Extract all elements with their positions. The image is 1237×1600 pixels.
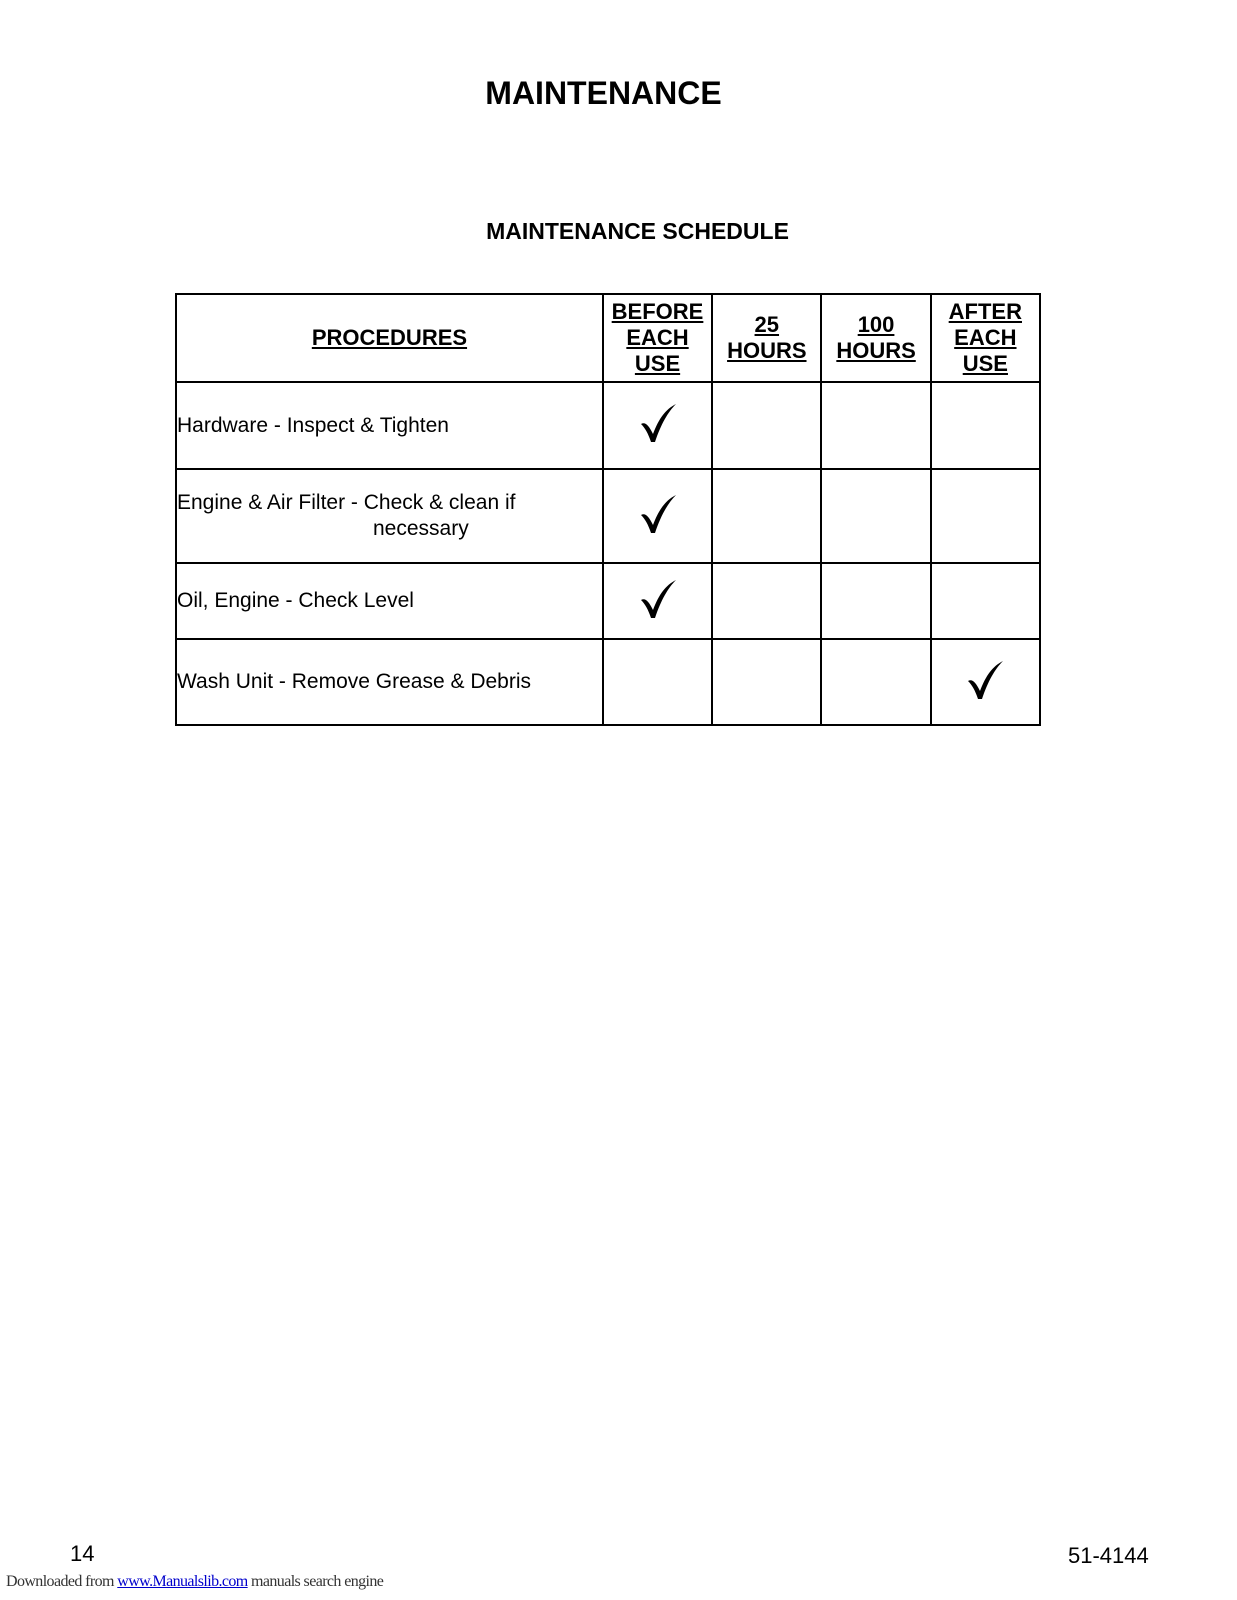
manualslib-link[interactable]: www.Manualslib.com	[117, 1573, 248, 1590]
schedule-title	[0, 218, 1237, 245]
before-each-use-cell	[603, 563, 712, 639]
hours-100-cell	[821, 382, 930, 469]
before-each-use-cell	[603, 382, 712, 469]
schedule-title-text: MAINTENANCE SCHEDULE	[486, 218, 789, 244]
hours-25-cell	[712, 382, 821, 469]
page-title-text: MAINTENANCE	[485, 75, 722, 111]
header-25-hours: 25 HOURS	[712, 294, 821, 382]
hours-25-cell	[712, 563, 821, 639]
header-procedures: PROCEDURES	[176, 294, 603, 382]
footer-suffix: manuals search engine	[247, 1573, 384, 1590]
hours-25-cell	[712, 469, 821, 563]
maintenance-schedule-table	[175, 293, 1041, 726]
table-row	[176, 639, 1040, 725]
page-title	[0, 75, 1237, 112]
document-number: 51-4144	[1068, 1543, 1149, 1568]
table-row	[176, 469, 1040, 563]
table-header-row	[176, 294, 1040, 382]
hours-100-cell	[821, 563, 930, 639]
procedure-cell: Engine & Air Filter - Check & clean if necessary	[176, 469, 603, 563]
procedure-cell: Oil, Engine - Check Level	[176, 563, 603, 639]
table-row	[176, 382, 1040, 469]
check-mark-icon	[638, 402, 678, 444]
hours-100-cell	[821, 469, 930, 563]
procedure-cell: Wash Unit - Remove Grease & Debris	[176, 639, 603, 725]
after-each-use-cell	[931, 469, 1040, 563]
check-mark-icon	[965, 659, 1005, 701]
header-100-hours: 100 HOURS	[821, 294, 930, 382]
hours-25-cell	[712, 639, 821, 725]
before-each-use-cell	[603, 639, 712, 725]
header-before-each-use: BEFORE EACH USE	[603, 294, 712, 382]
page-number: 14	[70, 1541, 95, 1566]
procedure-cell: Hardware - Inspect & Tighten	[176, 382, 603, 469]
check-mark-icon	[638, 493, 678, 535]
check-mark-icon	[638, 578, 678, 620]
after-each-use-cell	[931, 382, 1040, 469]
hours-100-cell	[821, 639, 930, 725]
after-each-use-cell	[931, 639, 1040, 725]
footer-prefix: Downloaded from	[6, 1573, 118, 1590]
download-footer	[6, 1573, 383, 1591]
after-each-use-cell	[931, 563, 1040, 639]
header-after-each-use: AFTER EACH USE	[931, 294, 1040, 382]
table-row	[176, 563, 1040, 639]
before-each-use-cell	[603, 469, 712, 563]
